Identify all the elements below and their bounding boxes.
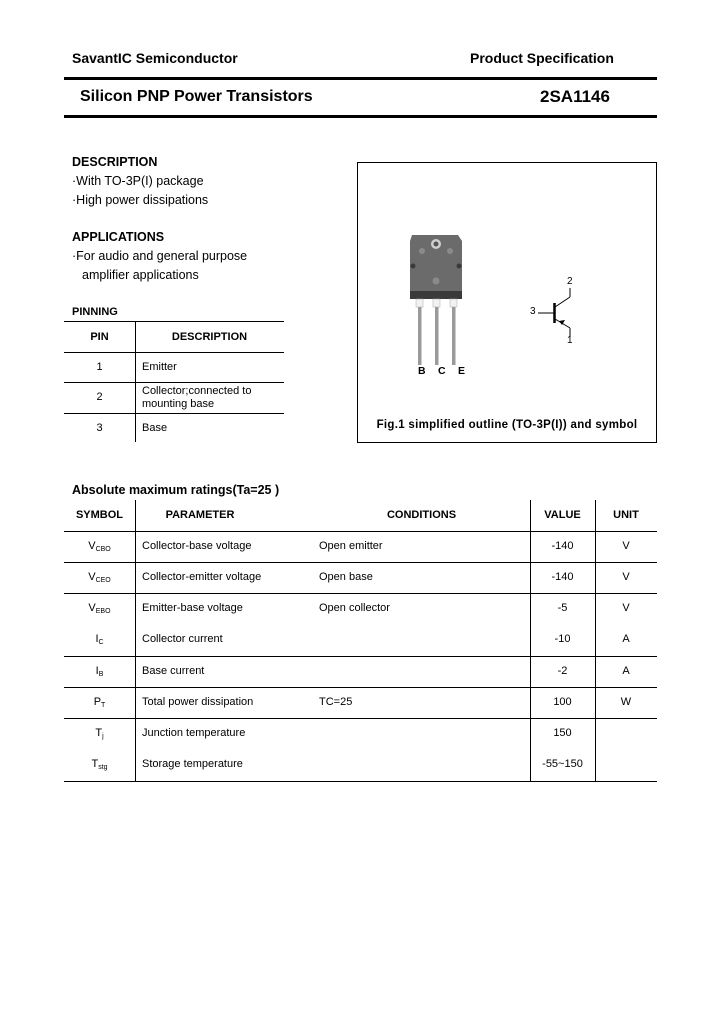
- symbol-column-header: SYMBOL: [75, 509, 124, 521]
- rating-value: -2: [557, 665, 568, 677]
- rating-value: -55~150: [542, 758, 583, 770]
- applications-line: ·For audio and general purpose: [72, 249, 248, 263]
- rating-condition: Open collector: [319, 602, 390, 614]
- rating-unit: V: [622, 540, 630, 552]
- pin-number: 3: [96, 422, 103, 434]
- pin-description: mounting base: [142, 398, 215, 410]
- rating-value: -140: [551, 540, 574, 552]
- pin-description: Collector;connected to: [142, 385, 252, 397]
- rating-value: 150: [553, 727, 572, 739]
- rating-value: -5: [557, 602, 568, 614]
- pin-description: Base: [142, 422, 168, 434]
- description-item: ·High power dissipations: [72, 193, 209, 207]
- rating-symbol: $I_C$: [95, 633, 104, 646]
- rating-condition: TC=25: [319, 696, 353, 708]
- conditions-column-header: CONDITIONS: [386, 509, 457, 521]
- to3p-package-icon: [408, 233, 468, 368]
- pinning-heading: PINNING: [72, 306, 118, 318]
- rating-condition: Open base: [319, 571, 373, 583]
- header-rule-top: [64, 77, 657, 80]
- applications-line: amplifier applications: [82, 268, 199, 282]
- parameter-column-header: PARAMETER: [165, 509, 235, 521]
- rating-condition: Open emitter: [319, 540, 383, 552]
- unit-column-header: UNIT: [613, 509, 639, 521]
- ratings-table: [64, 500, 657, 782]
- header-rule-bottom: [64, 115, 657, 118]
- company-name: SavantIC Semiconductor: [72, 50, 238, 66]
- rating-unit: V: [622, 602, 630, 614]
- pin-number: 1: [96, 361, 103, 373]
- pin-description: Emitter: [142, 361, 177, 373]
- symbol-pin-collector: 2: [567, 276, 573, 287]
- rating-symbol: $P_T$: [93, 696, 106, 709]
- rating-parameter: Junction temperature: [142, 727, 246, 739]
- rating-symbol: $T_j$: [95, 727, 104, 740]
- rating-parameter: Storage temperature: [142, 758, 243, 770]
- doc-type: Product Specification: [470, 50, 614, 66]
- rating-unit: V: [622, 571, 630, 583]
- pnp-transistor-symbol-icon: [536, 283, 576, 343]
- rating-value: -140: [551, 571, 574, 583]
- rating-parameter: Total power dissipation: [142, 696, 254, 708]
- lead-label-base: B: [418, 365, 426, 377]
- figure-box: [357, 162, 657, 443]
- rating-unit: W: [620, 696, 632, 708]
- rating-value: -10: [554, 633, 571, 645]
- product-family: Silicon PNP Power Transistors: [80, 88, 313, 105]
- rating-symbol: $V_{CEO}$: [88, 571, 111, 584]
- part-number: 2SA1146: [540, 87, 610, 106]
- rating-parameter: Collector-base voltage: [142, 540, 252, 552]
- applications-heading: APPLICATIONS: [72, 230, 165, 244]
- rating-parameter: Base current: [142, 665, 205, 677]
- rating-parameter: Emitter-base voltage: [142, 602, 243, 614]
- pin-column-header: PIN: [90, 331, 109, 343]
- description-heading: DESCRIPTION: [72, 155, 158, 169]
- rating-parameter: Collector current: [142, 633, 223, 645]
- figure-caption: Fig.1 simplified outline (TO-3P(I)) and symbol: [376, 419, 638, 431]
- pin-number: 2: [96, 391, 103, 403]
- rating-symbol: $V_{EBO}$: [88, 602, 111, 615]
- rating-symbol: $T_{stg}$: [91, 758, 108, 771]
- rating-symbol: $V_{CBO}$: [88, 540, 111, 553]
- lead-label-emitter: E: [458, 365, 466, 377]
- symbol-pin-emitter: 1: [567, 335, 573, 346]
- description-column-header: DESCRIPTION: [171, 331, 248, 343]
- rating-unit: A: [622, 633, 630, 645]
- ratings-title: Absolute maximum ratings(Ta=25 ): [72, 483, 280, 497]
- symbol-pin-base: 3: [530, 306, 536, 317]
- rating-parameter: Collector-emitter voltage: [142, 571, 262, 583]
- lead-label-collector: C: [438, 365, 446, 377]
- value-column-header: VALUE: [544, 509, 581, 521]
- description-item: ·With TO-3P(I) package: [72, 174, 204, 188]
- rating-value: 100: [553, 696, 572, 708]
- rating-symbol: $I_B$: [95, 665, 104, 678]
- rating-unit: A: [622, 665, 630, 677]
